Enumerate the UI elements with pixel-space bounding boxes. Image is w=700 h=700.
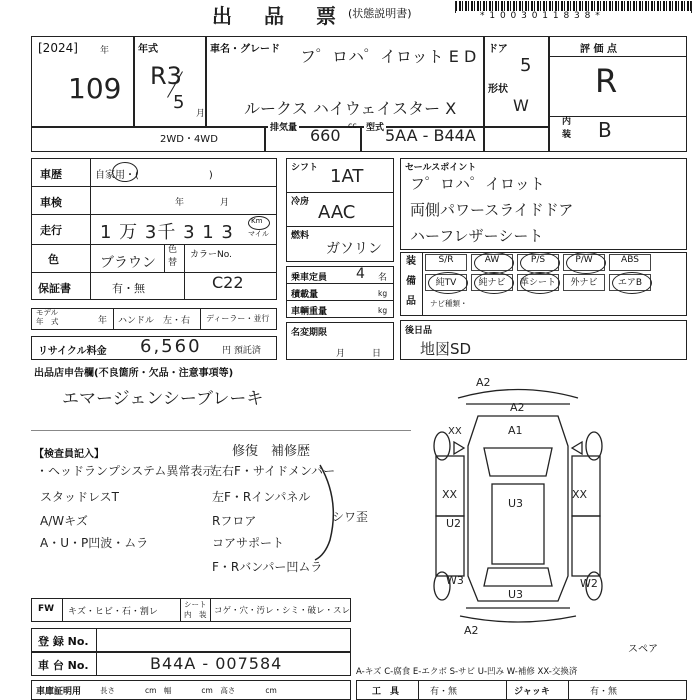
- year-value: R3: [150, 62, 182, 90]
- equip-aw-circle: [474, 252, 514, 274]
- color-change-label-bottom: 替: [168, 258, 178, 268]
- jack-options: 有・無: [590, 687, 618, 697]
- color-no-label: カラーNo.: [190, 250, 232, 260]
- seat-items: コゲ・穴・汚レ・シミ・破レ・スレ: [214, 606, 351, 616]
- weight-unit: kg: [378, 306, 388, 315]
- sales-points-label: セールスポイント: [405, 163, 477, 173]
- registration-expiry-label: 名変期限: [291, 328, 328, 338]
- delivery-value: 地図SD: [420, 340, 472, 358]
- dealer-options: ディーラー・並行: [206, 314, 270, 323]
- tools-options: 有・無: [430, 687, 458, 697]
- cert-label: 車庫証明用: [36, 687, 82, 697]
- month-suffix: 月: [196, 109, 206, 119]
- equip-ps: P/S: [517, 254, 559, 271]
- seat-label-bottom: 内 装: [184, 610, 207, 619]
- mark-hood: A2: [510, 401, 525, 414]
- equipment-label-bottom: 品: [406, 296, 416, 307]
- weight-label: 車輌重量: [291, 307, 328, 317]
- page-subtitle: (状態説明書): [348, 7, 412, 20]
- month-value: 5: [173, 92, 185, 113]
- mark-right-front-door: XX: [572, 488, 588, 501]
- tools-label: 工 具: [372, 687, 400, 697]
- rating-score: R: [595, 62, 618, 100]
- displacement-value: 660: [310, 126, 341, 145]
- warranty-label: 保証書: [38, 282, 71, 295]
- load-label: 積載量: [291, 290, 319, 300]
- color-no-value: C22: [212, 273, 244, 292]
- equip-airbag-circle: [612, 272, 652, 294]
- mileage-label: 走行: [40, 224, 62, 237]
- vehicle-name-line2: ルークス ハイウェイスター X: [244, 99, 457, 118]
- mark-left-rear-fender: W3: [446, 574, 464, 587]
- mark-roof: U3: [508, 497, 524, 510]
- mark-tailgate: U3: [508, 588, 524, 601]
- equip-leather-circle: [520, 272, 560, 294]
- delivery-label: 後日品: [405, 326, 433, 336]
- mark-front-bumper: A2: [476, 376, 491, 389]
- color-change-label-top: 色: [168, 245, 178, 255]
- displacement-label: 排気量: [268, 120, 299, 133]
- inspector-left-1: ・ヘッドランプシステム異常表示: [36, 464, 215, 478]
- repair-history-heading: 修復 補修歴: [232, 444, 311, 459]
- inspector-right-5: F・Rバンパー凹ムラ: [212, 560, 323, 574]
- equip-tv-circle: [428, 272, 468, 294]
- notes-label: 出品店申告欄(不良箇所・欠品・注意事項等): [34, 368, 234, 379]
- equipment-label-mid: 備: [406, 276, 416, 287]
- name-label: 車名・グレード: [210, 44, 280, 55]
- fuel-value: ガソリン: [326, 241, 382, 257]
- model-year-label-top: モデル: [36, 308, 59, 317]
- equip-airbag: エアB: [609, 274, 651, 291]
- capacity-label: 乗車定員: [291, 273, 328, 283]
- shift-label: シフト: [291, 163, 319, 173]
- sales-point-1: フ゜ロハ゜イロット: [410, 175, 545, 193]
- sales-point-3: ハーフレザーシート: [410, 227, 544, 245]
- equip-pw-circle: [566, 252, 606, 274]
- mileage-unit-mile: マイル: [248, 230, 269, 238]
- notes-text: エマージェンシーブレーキ: [62, 389, 264, 409]
- inspector-right-2: 左F・Rインパネル: [212, 490, 311, 504]
- mark-rear-bumper: A2: [464, 624, 479, 637]
- handle-options: ハンドル 左・右: [118, 316, 191, 326]
- damage-legend: A-キズ C-腐食 E-エクボ S-サビ U-凹み W-補修 XX-交換済: [356, 667, 578, 677]
- inspection-units: 年 月: [175, 198, 230, 208]
- model-year-label-bottom: 年 式: [36, 317, 59, 326]
- mileage-unit-km: Km: [251, 217, 263, 225]
- mark-left-rear-door: U2: [446, 517, 462, 530]
- year-label: 年式: [138, 44, 158, 55]
- usage-options: 自家用・( ): [95, 170, 213, 181]
- cert-dimensions: 長さ cm 幅 cm 高さ cm: [100, 686, 277, 695]
- spare-label: スペア: [628, 644, 658, 655]
- recycle-label: リサイクル料金: [38, 346, 107, 357]
- inspector-left-2: スタッドレスT: [40, 490, 119, 504]
- recycle-value: 6,560: [140, 336, 202, 357]
- year-tag: [2024]: [38, 41, 78, 55]
- inspector-left-4: A・U・P凹波・ムラ: [40, 536, 149, 550]
- navi-other-label: ナビ種類・: [430, 299, 468, 308]
- cooling-value: AAC: [318, 202, 356, 223]
- equip-navi: 純ナビ: [471, 274, 513, 291]
- fuel-label: 燃料: [291, 231, 310, 241]
- mark-left-fender: XX: [448, 426, 462, 437]
- registration-no-label: 登 録 No.: [38, 635, 89, 648]
- fw-items: キズ・ヒビ・石・割レ: [68, 607, 158, 617]
- equip-navi-circle: [474, 272, 514, 294]
- model-year-unit: 年: [98, 316, 108, 326]
- mark-windshield: A1: [508, 424, 523, 437]
- usage-circle: [112, 162, 138, 182]
- capacity-value: 4: [356, 266, 365, 282]
- inspection-label: 車検: [40, 196, 62, 209]
- capacity-unit: 名: [378, 273, 388, 283]
- color-label: 色: [48, 253, 59, 266]
- equip-tv: 純TV: [425, 274, 467, 291]
- usage-label: 車歴: [40, 168, 62, 181]
- load-unit: kg: [378, 289, 388, 298]
- equip-aw: AW: [471, 254, 513, 271]
- mark-left-front-door: XX: [442, 488, 458, 501]
- door-label: ドア: [488, 44, 508, 55]
- sales-point-2: 両側パワースライドドア: [410, 201, 574, 219]
- rating-label: 評 価 点: [580, 44, 617, 55]
- equipment-label-top: 装: [406, 256, 416, 267]
- interior-label-bottom: 装: [562, 130, 572, 140]
- chassis-no-value: B44A - 007584: [150, 654, 283, 673]
- seat-label-top: シート: [184, 600, 207, 609]
- inspector-right-4: コアサポート: [212, 536, 285, 550]
- equip-abs: ABS: [609, 254, 651, 271]
- drive-label: 2WD・4WD: [160, 134, 218, 145]
- interior-score: B: [598, 118, 612, 142]
- fw-label: FW: [38, 604, 55, 614]
- warranty-options: 有・無: [112, 282, 145, 295]
- jack-label: ジャッキ: [514, 687, 550, 697]
- equip-ps-circle: [520, 252, 560, 274]
- shape-label: 形状: [488, 84, 508, 95]
- recycle-unit: 円 預託済: [222, 346, 261, 356]
- lot-number: 109: [68, 72, 122, 105]
- inspector-side-note: シワ歪: [332, 510, 369, 524]
- shift-value: 1AT: [330, 166, 364, 187]
- registration-expiry-units: 月 日: [336, 349, 382, 359]
- year-tag-suffix: 年: [100, 46, 110, 56]
- color-value: ブラウン: [100, 255, 156, 271]
- shape-value: W: [513, 96, 529, 115]
- model-label: 型式: [364, 120, 386, 133]
- equip-ext-navi: 外ナビ: [563, 274, 605, 291]
- door-value: 5: [520, 55, 532, 76]
- inspector-right-3: Rフロア: [212, 514, 257, 528]
- equip-leather: 革シート: [517, 274, 559, 291]
- model-value: 5AA - B44A: [385, 126, 476, 145]
- cooling-label: 冷房: [291, 197, 310, 207]
- equip-sr: S/R: [425, 254, 467, 271]
- mileage-value: 1 万 3千 3 1 3: [100, 222, 234, 243]
- page-title: 出 品 票: [212, 4, 342, 28]
- chassis-no-label: 車 台 No.: [38, 659, 89, 672]
- barcode-number: * 1 0 0 3 0 1 1 8 3 8 *: [480, 11, 601, 21]
- inspector-left-3: A/Wキズ: [40, 514, 88, 528]
- cc-unit: cc: [348, 121, 357, 130]
- inspector-label: 【検査員記入】: [34, 449, 104, 460]
- vehicle-name-line1: フ゜ロハ゜イロット E D: [300, 47, 477, 66]
- inspector-right-1: 左右F・サイドメンバー: [210, 464, 336, 478]
- equip-pw: P/W: [563, 254, 605, 271]
- mark-right-rear-fender: W2: [580, 577, 598, 590]
- interior-label-top: 内: [562, 117, 572, 127]
